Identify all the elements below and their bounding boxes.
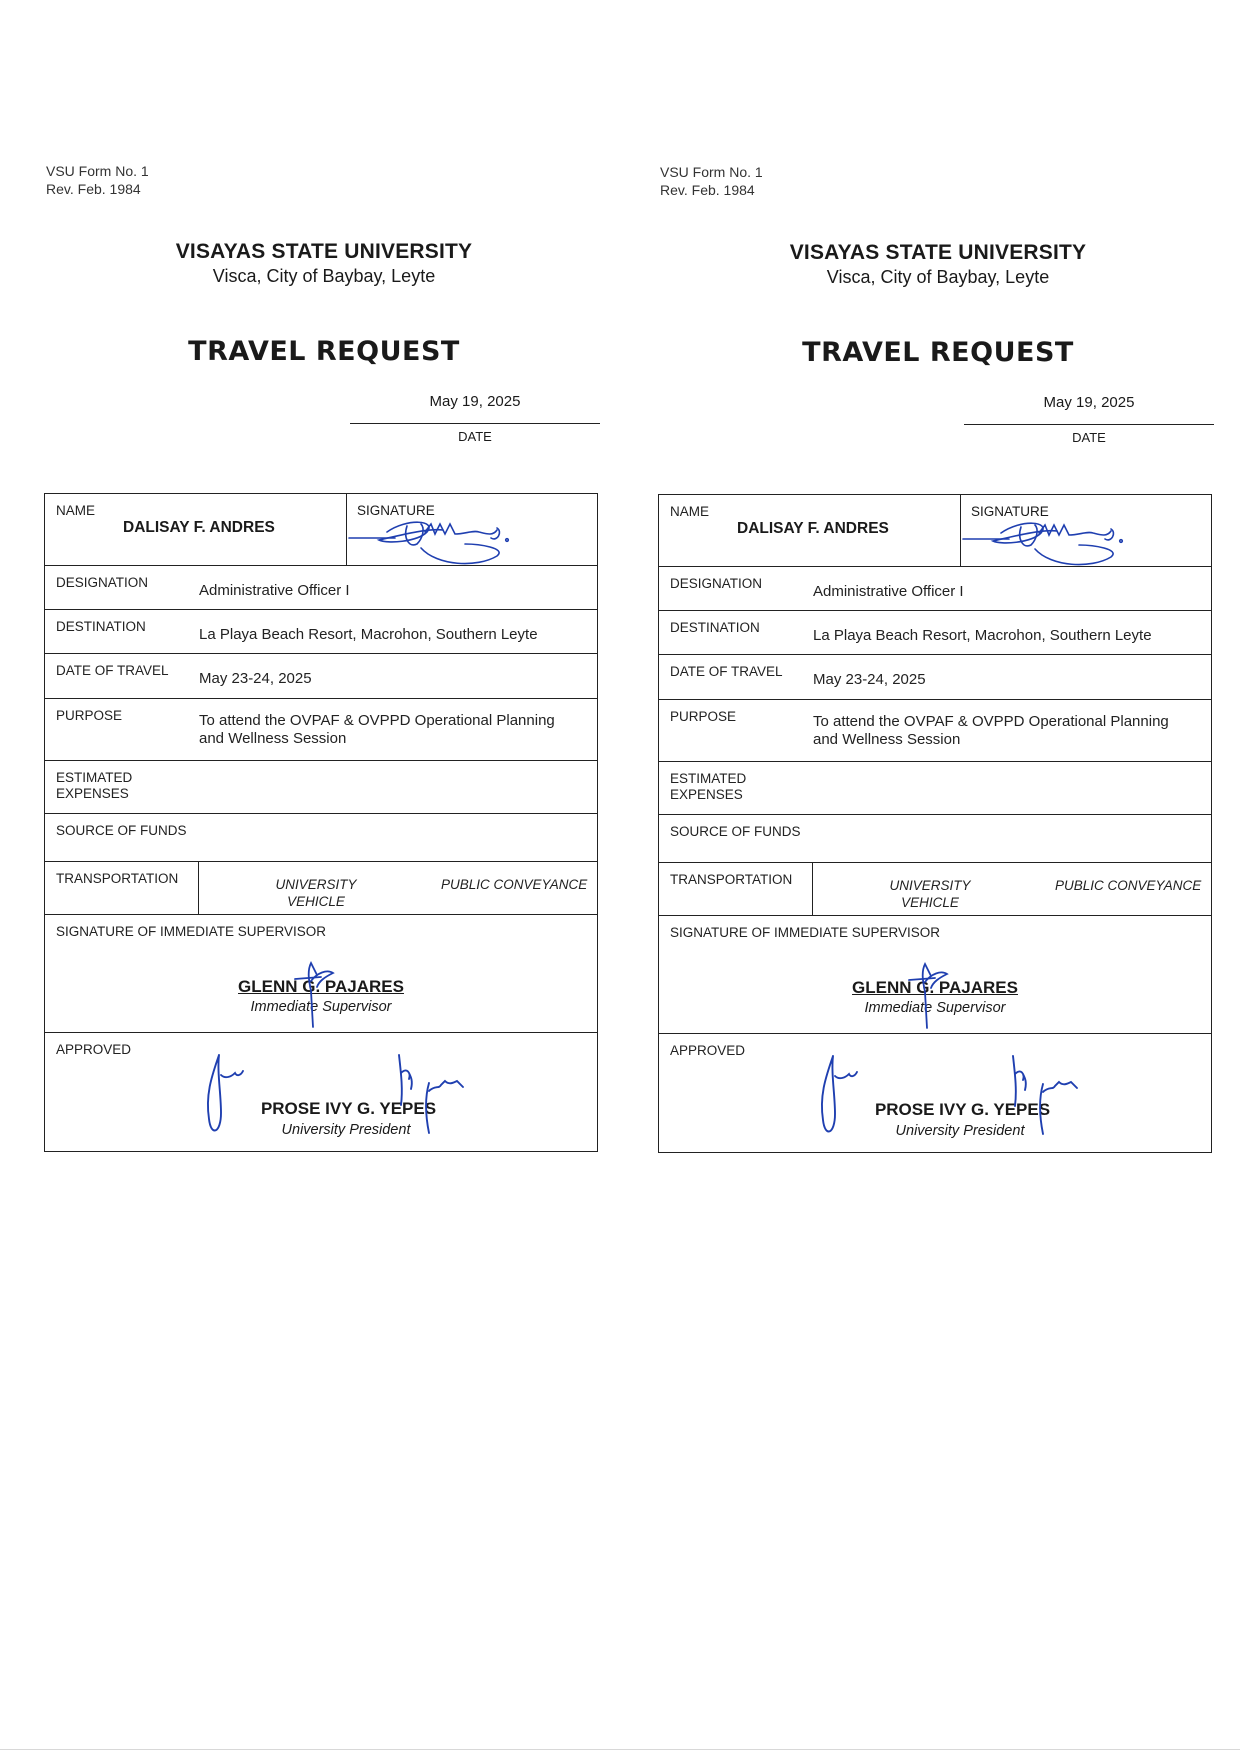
estimated-label-line-2: EXPENSES <box>56 786 129 801</box>
approved-row <box>659 1034 1211 1152</box>
approver-block <box>45 1099 597 1138</box>
transport-option-1-line-1: UNIVERSITY <box>275 877 357 892</box>
name-row <box>45 494 597 566</box>
approver-role: University President <box>895 1123 1025 1139</box>
designation-label: DESIGNATION <box>56 575 149 590</box>
destination-value: La Playa Beach Resort, Macrohon, Southern Leyte <box>813 627 1152 644</box>
purpose-line-1: To attend the OVPAF & OVPPD Operational Planning <box>813 713 1169 730</box>
university-address: Visca, City of Baybay, Leyte <box>826 267 1050 287</box>
signature-label: SIGNATURE <box>971 504 1049 519</box>
date-block <box>350 393 600 444</box>
name-cell <box>45 494 347 565</box>
estimated-label-line-1: ESTIMATED <box>670 771 747 786</box>
designation-label: DESIGNATION <box>670 576 763 591</box>
document-title: TRAVEL REQUEST <box>802 337 1074 368</box>
purpose-label: PURPOSE <box>670 709 737 724</box>
name-value: DALISAY F. ANDRES <box>123 519 275 536</box>
source-of-funds-label: SOURCE OF FUNDS <box>670 824 801 839</box>
signature-label: SIGNATURE <box>357 503 435 518</box>
date-of-travel-value: May 23-24, 2025 <box>199 670 312 687</box>
estimated-expenses-row <box>45 761 597 814</box>
transport-option-university-vehicle <box>261 876 371 910</box>
approver-name: PROSE IVY G. YEPES <box>260 1099 437 1118</box>
signature-cell <box>347 494 597 565</box>
destination-label: DESTINATION <box>56 619 146 634</box>
university-address: Visca, City of Baybay, Leyte <box>212 266 436 286</box>
destination-row <box>45 610 597 654</box>
purpose-row <box>45 699 597 761</box>
date-of-travel-label: DATE OF TRAVEL <box>56 663 169 678</box>
form-revision: Rev. Feb. 1984 <box>660 182 755 198</box>
date-label: DATE <box>1072 430 1106 445</box>
transport-option-1-line-1: UNIVERSITY <box>889 878 971 893</box>
university-header <box>658 241 1218 288</box>
supervisor-name: GLENN G. PAJARES <box>238 977 404 996</box>
form-header-id <box>46 162 149 198</box>
date-block <box>964 394 1214 445</box>
transportation-label: TRANSPORTATION <box>56 871 179 886</box>
form-number: VSU Form No. 1 <box>46 163 149 179</box>
supervisor-block <box>45 977 597 1015</box>
purpose-row <box>659 700 1211 762</box>
source-of-funds-label: SOURCE OF FUNDS <box>56 823 187 838</box>
document-title: TRAVEL REQUEST <box>188 336 460 367</box>
designation-value: Administrative Officer I <box>813 583 964 600</box>
university-name: VISAYAS STATE UNIVERSITY <box>789 241 1087 264</box>
supervisor-label: SIGNATURE OF IMMEDIATE SUPERVISOR <box>670 925 941 940</box>
approver-block <box>659 1100 1211 1139</box>
signature-cell <box>961 495 1211 566</box>
transportation-row <box>659 863 1211 916</box>
destination-value: La Playa Beach Resort, Macrohon, Southern Leyte <box>199 626 538 643</box>
date-value: May 19, 2025 <box>429 393 521 410</box>
transport-option-public-conveyance: PUBLIC CONVEYANCE <box>1055 878 1202 893</box>
approved-label: APPROVED <box>56 1042 132 1057</box>
date-value: May 19, 2025 <box>1043 394 1135 411</box>
transportation-label-cell <box>659 863 813 915</box>
approver-role: University President <box>281 1122 411 1138</box>
purpose-value <box>813 713 1169 749</box>
date-underline <box>964 424 1214 425</box>
form-header-id <box>660 163 763 199</box>
supervisor-row <box>45 915 597 1033</box>
transport-option-1-line-2: VEHICLE <box>901 895 959 910</box>
approved-label: APPROVED <box>670 1043 746 1058</box>
supervisor-block <box>659 978 1211 1016</box>
designation-row <box>659 567 1211 611</box>
transport-option-university-vehicle <box>875 877 985 911</box>
form-revision: Rev. Feb. 1984 <box>46 181 141 197</box>
estimated-expenses-label <box>670 771 746 803</box>
date-of-travel-row <box>659 655 1211 700</box>
university-header <box>44 240 604 287</box>
transportation-label: TRANSPORTATION <box>670 872 793 887</box>
supervisor-role: Immediate Supervisor <box>250 999 392 1015</box>
destination-label: DESTINATION <box>670 620 760 635</box>
date-label: DATE <box>458 429 492 444</box>
supervisor-role: Immediate Supervisor <box>864 1000 1006 1016</box>
name-row <box>659 495 1211 567</box>
designation-row <box>45 566 597 610</box>
destination-row <box>659 611 1211 655</box>
transport-option-public-conveyance: PUBLIC CONVEYANCE <box>441 877 588 892</box>
form-number: VSU Form No. 1 <box>660 164 763 180</box>
name-label: NAME <box>56 503 96 518</box>
estimated-expenses-row <box>659 762 1211 815</box>
name-cell <box>659 495 961 566</box>
transportation-row <box>45 862 597 915</box>
travel-request-form <box>658 494 1212 1153</box>
supervisor-row <box>659 916 1211 1034</box>
source-of-funds-row <box>45 814 597 862</box>
designation-value: Administrative Officer I <box>199 582 350 599</box>
university-name: VISAYAS STATE UNIVERSITY <box>175 240 473 263</box>
scan-edge <box>0 1749 1240 1750</box>
transportation-label-cell <box>45 862 199 914</box>
estimated-label-line-2: EXPENSES <box>670 787 743 802</box>
purpose-value <box>199 712 555 748</box>
approved-row <box>45 1033 597 1151</box>
purpose-label: PURPOSE <box>56 708 123 723</box>
purpose-line-2: and Wellness Session <box>813 731 961 748</box>
travel-request-form <box>44 493 598 1152</box>
estimated-expenses-label <box>56 770 132 802</box>
purpose-line-1: To attend the OVPAF & OVPPD Operational Planning <box>199 712 555 729</box>
name-value: DALISAY F. ANDRES <box>737 520 889 537</box>
date-of-travel-row <box>45 654 597 699</box>
transport-option-1-line-2: VEHICLE <box>287 894 345 909</box>
approver-name: PROSE IVY G. YEPES <box>874 1100 1051 1119</box>
date-of-travel-value: May 23-24, 2025 <box>813 671 926 688</box>
source-of-funds-row <box>659 815 1211 863</box>
supervisor-name: GLENN G. PAJARES <box>852 978 1018 997</box>
date-underline <box>350 423 600 424</box>
supervisor-label: SIGNATURE OF IMMEDIATE SUPERVISOR <box>56 924 327 939</box>
purpose-line-2: and Wellness Session <box>199 730 347 747</box>
estimated-label-line-1: ESTIMATED <box>56 770 133 785</box>
date-of-travel-label: DATE OF TRAVEL <box>670 664 783 679</box>
name-label: NAME <box>670 504 710 519</box>
